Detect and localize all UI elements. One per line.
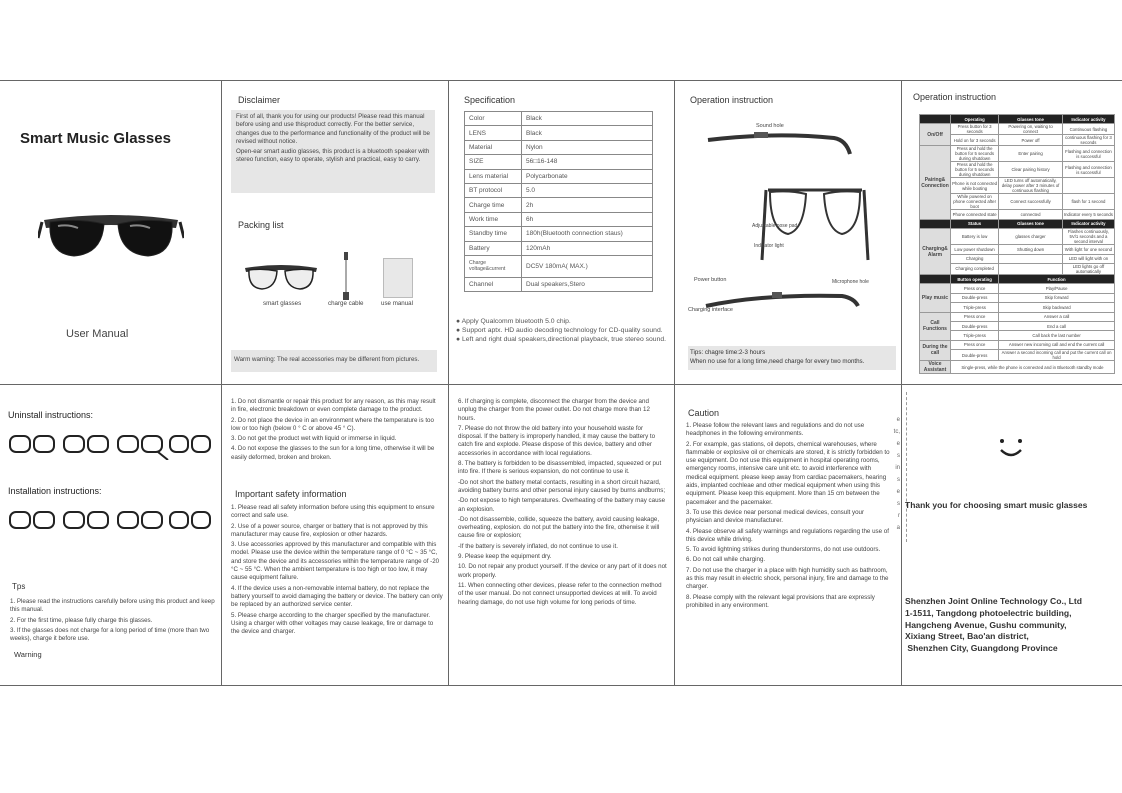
op-cell: Press once (951, 340, 999, 349)
op-cell: LED lights go off automatically (1062, 263, 1114, 274)
margin-mark: a (896, 525, 900, 531)
op-header-cell: Glasses tone (999, 219, 1063, 228)
tips-line-1: Tips: chagre time:2-3 hours (690, 349, 766, 356)
op-row (920, 340, 1115, 349)
spec-value: DC5V 180mA( MAX.) (522, 255, 653, 277)
safety2-item-9: 9. Please keep the equipment dry. (458, 553, 552, 561)
op-cell: Power off (999, 135, 1063, 146)
op-cell: While powered on phone connected after boot (951, 194, 999, 210)
caution-list (686, 422, 890, 612)
caution-heading: Caution (688, 408, 720, 418)
op-cell: Connect successfully (999, 194, 1063, 210)
op-cell (999, 254, 1063, 263)
op-header-blank (920, 115, 951, 124)
spec-value: 5.0 (522, 183, 653, 197)
op-header-cell: Indicator activity (1062, 115, 1114, 124)
label-nose-pad: Adjustable nose pad (752, 223, 798, 229)
uninstall-step-icons (8, 432, 213, 460)
margin-mark: e (896, 417, 900, 423)
packing-item-manual: use manual (381, 300, 413, 307)
safety2-item-11: 11. When connecting other devices, please refer to the connection method of the user manual. Do not connect unsupported devices at will. To avoid hearing damage, do not use high volume for long periods of time. (458, 581, 662, 606)
op-header-cell: Indicator activity (1062, 219, 1114, 228)
label-power-button: Power button (694, 277, 727, 283)
op-cell: Charging (951, 254, 999, 263)
spec-row (465, 112, 653, 126)
spec-value: 180h(Bluetooth connection staus) (522, 227, 653, 241)
spec-key: Battery (465, 241, 522, 255)
spec-row (465, 212, 653, 226)
margin-mark: e (896, 489, 900, 495)
caution-item-4: 4. Please observe all safety warnings and regulations regarding the use of this device while driving. (686, 527, 889, 543)
company-address (905, 596, 1082, 655)
spec-key: LENS (465, 126, 522, 140)
spec-table (464, 111, 653, 292)
op-cell: Shutting down (999, 245, 1063, 254)
op-header-cell: Function (999, 274, 1115, 283)
op-header-blank (920, 274, 951, 283)
op-cell: Double-press (951, 350, 999, 361)
tps-item-2: 2. For the first time, please fully charge this glasses. (10, 616, 153, 624)
spec-key: Material (465, 140, 522, 154)
disclaimer-panel (221, 80, 448, 384)
packing-item-cable: charge cable (328, 300, 364, 307)
op-cell: connected (999, 210, 1063, 219)
caution-item-2: 2. For example, gas stations, oil depots, chemical warehouses, where flammable or explosive oil or chemicals are stored, it is strictly forbidden to use equipment. Do not use this equipment in hospital operating rooms, emergency rooms, intensive care unit etc. to avoid interference with medical equipment. please keep away from cardiac pacemakers, hearing aids, implanted cochleae and other medical equipment when using this equipment. Please keep this equipment. More than 15 cm between the pacemaker and the pacemaker. (686, 440, 890, 506)
spec-row (465, 241, 653, 255)
cover-subtitle: User Manual (66, 328, 129, 340)
caution-item-6: 6. Do not call while charging. (686, 556, 766, 564)
spec-value: Black (522, 126, 653, 140)
spec-value: 120mAh (522, 241, 653, 255)
op-cell: Play/Pause (999, 284, 1115, 293)
packing-item-glasses: smart glasses (263, 300, 302, 307)
op-cell: Phone is not connected while booting (951, 178, 999, 194)
op-cell: Press once (951, 312, 999, 321)
op-cell: LED will light with on (1062, 254, 1114, 263)
spec-value: Dual speakers,Stero (522, 277, 653, 291)
op-cell: End a call (999, 321, 1115, 330)
spec-row (465, 183, 653, 197)
label-sound-hole: Sound hole (756, 123, 784, 129)
label-microphone: Microphone hole (832, 279, 869, 285)
tps-item-1: 1. Please read the instructions carefully before using this product and keep this manual. (10, 598, 215, 614)
op-cell: Clear pairing history (999, 162, 1063, 178)
operation-diagram-heading: Operation instruction (690, 95, 774, 105)
op-cell: Flashes continuously, 5V/1 seconds and a second interval (1062, 229, 1114, 245)
company-line-3: Hangcheng Avenue, Gushu community, (905, 619, 1067, 630)
cover-title: Smart Music Glasses (20, 130, 171, 147)
op-cell: Press once (951, 284, 999, 293)
op-cell (1062, 178, 1114, 194)
op-row (920, 229, 1115, 245)
op-cell: Press and hold the button for 5 seconds during shutdown (951, 162, 999, 178)
caution-item-8: 8. Please comply with the relevant legal provisions that are expressly prohibited in any environment. (686, 593, 875, 609)
op-cell: Hold on for 3 seconds (951, 135, 999, 146)
spec-row (465, 140, 653, 154)
spec-value: 56□16-148 (522, 155, 653, 169)
op-header-cell: Status (951, 219, 999, 228)
install-heading: Installation instructions: (8, 486, 102, 496)
spec-key: Standby time (465, 227, 522, 241)
op-cell: Answer new incoming call and end the current call (999, 340, 1115, 349)
operation-table-panel (901, 80, 1122, 384)
op-cell: Low power shutdown (951, 245, 999, 254)
op-section-name: Play music (920, 284, 951, 312)
op-section-name: Charging& Alarm (920, 229, 951, 275)
margin-mark: s (897, 453, 900, 459)
safety-top-list (231, 398, 441, 464)
safety-item-2: 2. Use of a power source, charger or battery that is not approved by this manufacturer may cause fire, explosion or other hazards. (231, 522, 428, 538)
disclaimer-text-box (231, 110, 435, 193)
tps-item-3: 3. If the glasses does not charge for a long period of time (more than two weeks), charge it before use. (10, 626, 210, 643)
op-cell: Triple-press (951, 331, 999, 340)
uninstall-heading: Uninstall instructions: (8, 410, 94, 420)
smile-icon (997, 436, 1025, 460)
op-cell (999, 263, 1063, 274)
operation-table-heading: Operation instruction (913, 92, 997, 102)
spec-row (465, 277, 653, 291)
install-diagrams (8, 508, 213, 536)
op-cell: Call back the last number (999, 331, 1115, 340)
margin-mark: tc, (893, 429, 900, 435)
op-row (920, 146, 1115, 162)
spec-value: Nylon (522, 140, 653, 154)
safety2-sub-4: -If the battery is severely inflated, do not continue to use it. (458, 542, 618, 550)
op-header-cell: Operating (951, 115, 999, 124)
packing-manual-icon (383, 258, 413, 298)
op-cell: Skip backward (999, 303, 1115, 312)
bottom-rule (0, 685, 1122, 686)
safety2-sub-3: -Do not disassemble, collide, squeeze the battery, avoid causing leakage, overheating, explosion. do not put the battery into the fire, otherwise it will cause fire or explosion; (458, 515, 660, 540)
safety-list (231, 504, 443, 638)
spec-value: 6h (522, 212, 653, 226)
caution-item-5: 5. To avoid lightning strikes during thunderstorms, do not use outdoors. (686, 546, 881, 554)
op-cell: LED turns off automatically, delay power after 3 minutes of continuous flashing (999, 178, 1063, 194)
caution-item-7: 7. Do not use the charger in a place with high humidity such as bathroom, as this may result in electric shock, personal injury, fire and damage to the charger. (686, 566, 889, 591)
op-row (920, 124, 1115, 135)
label-indicator: Indicator light (754, 243, 784, 249)
company-line-2: 1-1511, Tangdong photoelectric building, (905, 607, 1072, 618)
spec-key: Charge time (465, 198, 522, 212)
company-line-5: Shenzhen City, Guangdong Province (905, 643, 1058, 654)
warm-warning-box (231, 350, 437, 372)
op-cell: Single-press, while the phone is connected and in Bluetooth standby mode (951, 361, 1115, 374)
op-row (920, 312, 1115, 321)
spec-bullet-1: ● Apply Qualcomm bluetooth 5.0 chip. (456, 318, 571, 325)
disclaimer-paragraph-1: First of all, thank you for using our products! Please read this manual before using and use thisproduct correctly. For the better service, changes due to the performance and functionality of the product will be revised without notice. (236, 113, 430, 145)
spec-bullets (456, 317, 668, 344)
label-charging: Charging interface (688, 307, 733, 313)
operation-table (919, 114, 1115, 374)
operation-diagram-panel (674, 80, 901, 384)
warm-warning-text: Warm warning: The real accessories may be different from pictures. (234, 356, 420, 363)
safety2-item-10: 10. Do not repair any product yourself. If the device or any part of it does not work properly. (458, 563, 667, 579)
safety2-list (458, 398, 668, 609)
op-cell: Battery is low (951, 229, 999, 245)
op-cell: With light for one second (1062, 245, 1114, 254)
spec-key: Color (465, 112, 522, 126)
op-cell: Press button for 3 seconds (951, 124, 999, 135)
safety2-item-7: 7. Please do not throw the old battery into your household waste for disposal. If the battery is improperly handled, it may cause the battery to catch fire and explode. Please dispose of this device, battery and other accessories in accordance with local regulations. (458, 424, 656, 457)
thanks-text: Thank you for choosing smart music glasses (905, 500, 1088, 510)
margin-mark: r (898, 513, 900, 519)
spec-value: Black (522, 112, 653, 126)
op-cell: glasses charger (999, 229, 1063, 245)
spec-key: SIZE (465, 155, 522, 169)
safety-item-1: 1. Please read all safety information before using this equipment to ensure correct and safe use. (231, 504, 435, 520)
margin-mark: s (897, 477, 900, 483)
safety-item-4: 4. If the device uses a non-removable internal battery, do not replace the battery yourself to avoid damaging the battery or device. The battery can only be replaced by an authorized service center. (231, 584, 443, 609)
op-cell: Press and hold the button for 5 seconds during shutdown (951, 146, 999, 162)
op-cell: continuous flashing for 3 seconds (1062, 135, 1114, 146)
company-line-4: Xixiang Street, Bao'an district, (905, 631, 1029, 642)
disclaimer-heading: Disclaimer (238, 95, 281, 105)
op-cell: Charging completed (951, 263, 999, 274)
warning-heading: Warning (14, 650, 42, 659)
op-cell: flash for 1 second (1062, 194, 1114, 210)
spec-key: Lens material (465, 169, 522, 183)
spec-bullet-2: ● Support aptx. HD audio decoding technology for CD-quality sound. (456, 327, 663, 334)
safety2-sub-1: -Do not short the battery metal contacts, resulting in a short circuit hazard, avoiding battery burns and other personal injury caused by burns andburns; (458, 478, 666, 494)
disclaimer-paragraph-2: Open-ear smart audio glasses, this product is a bluetooth speaker with stereo function, easy to operate, stylish and practical, easy to carry. (236, 148, 430, 164)
safety2-item-8: 8. The battery is forbidden to be disassembled, impacted, squeezed or put into fire. If there is serious expansion, do not continue to use it. (458, 460, 662, 476)
op-cell: Continuous flashing (1062, 124, 1114, 135)
margin-mark: s (897, 501, 900, 507)
op-header-cell: Glasses tone (999, 115, 1063, 124)
op-header-row (920, 219, 1115, 228)
op-cell: Double-press (951, 321, 999, 330)
op-cell: Skip forward (999, 293, 1115, 302)
specification-panel (448, 80, 674, 384)
safety-item-5: 5. Please charge according to the charger specified by the manufacturer. Using a charger with other voltages may cause leakage, fire or damage to the device and charger. (231, 611, 434, 636)
glasses-side-view-top (704, 123, 854, 160)
op-row (920, 361, 1115, 374)
spec-row (465, 227, 653, 241)
op-header-cell: Button operating (951, 274, 999, 283)
caution-item-3: 3. To use this device near personal medical devices, consult your physician and device manufacturer. (686, 508, 865, 525)
caution-panel (674, 384, 901, 685)
op-row (920, 284, 1115, 293)
spec-row (465, 169, 653, 183)
specification-heading: Specification (464, 95, 516, 105)
op-cell: Powering on, waiting to connect (999, 124, 1063, 135)
safety-top-item-1: 1. Do not dismantle or repair this product for any reason, as this may result in fire, electronic breakdown or even complete damage to the product. (231, 398, 436, 414)
op-section-name: Pairing& Connection (920, 146, 951, 219)
tips-box (688, 346, 896, 370)
op-header-blank (920, 219, 951, 228)
op-cell: Triple-press (951, 303, 999, 312)
uninstall-diagrams (8, 432, 213, 460)
op-section-name: During the call (920, 340, 951, 360)
op-header-row (920, 115, 1115, 124)
safety-heading: Important safety information (235, 489, 347, 499)
safety-top-item-4: 4. Do not expose the glasses to the sun for a long time, otherwise it will be easily deformed, broken and broken. (231, 445, 435, 461)
op-cell: Answer a call (999, 312, 1115, 321)
spec-value: Polycarbonate (522, 169, 653, 183)
caution-item-1: 1. Please follow the relevant laws and regulations and do not use headphones in the following environments. (686, 422, 865, 438)
spec-value: 2h (522, 198, 653, 212)
caution-margin-marks (884, 414, 900, 534)
cover-panel (0, 80, 221, 384)
op-header-row (920, 274, 1115, 283)
spec-key: BT protocol (465, 183, 522, 197)
tps-heading: Tps (12, 582, 26, 591)
packing-cable-icon (339, 252, 353, 300)
install-panel (0, 384, 221, 685)
margin-mark: in (895, 465, 900, 471)
spec-bullet-3: ● Left and right dual speakers,directional playback, true stereo sound. (456, 336, 667, 343)
safety-panel-1 (221, 384, 448, 685)
tips-line-2: When no use for a long time,need charge for every two months. (690, 358, 865, 365)
spec-row (465, 155, 653, 169)
safety-top-item-3: 3. Do not get the product wet with liquid or immerse in liquid. (231, 435, 397, 443)
packing-glasses-icon (243, 262, 319, 292)
safety-panel-2 (448, 384, 674, 685)
cut-line (906, 392, 907, 542)
safety2-sub-2: -Do not expose to high temperatures. Overheating of the battery may cause an explosion. (458, 497, 666, 513)
op-cell: Flashing and connection is successful (1062, 162, 1114, 178)
install-step-icons (8, 508, 213, 536)
spec-key: Channel (465, 277, 522, 291)
safety-top-item-2: 2. Do not place the device in an environment where the temperature is too low or too high (below 0 ° C or above 45 ° C). (231, 416, 434, 432)
spec-key: Charge voltage&current (465, 255, 522, 277)
op-section-name: Voice Assistant (920, 361, 951, 374)
packing-list-heading: Packing list (238, 220, 284, 230)
tps-list (10, 598, 215, 645)
op-cell: Answer a second incoming call and put the current call on hold (999, 350, 1115, 361)
op-section-name: Call Functions (920, 312, 951, 340)
safety2-item-6: 6. If charging is complete, disconnect the charger from the device and unplug the charger from the power outlet. Do not charge more than 12 hours. (458, 398, 650, 422)
op-cell: Flashing and connection is successful (1062, 146, 1114, 162)
company-line-1: Shenzhen Joint Online Technology Co., Ltd (905, 596, 1082, 606)
op-cell: Enter pairing (999, 146, 1063, 162)
op-cell: Double-press (951, 293, 999, 302)
spec-row (465, 255, 653, 277)
spec-row (465, 126, 653, 140)
safety-item-3: 3. Use accessories approved by this manufacturer and compatible with this model. Please use the device within the temperature range of 0 °C ~ 35 °C, and store the device and its accessories within the temperature range of -20 °C ~ 55 °C. When the ambient temperature is too high or too low, it may cause equipment failure. (231, 541, 440, 582)
cover-glasses-illustration (38, 208, 184, 264)
op-cell: Phone connected state (951, 210, 999, 219)
margin-mark: e (896, 441, 900, 447)
spec-row (465, 198, 653, 212)
op-section-name: On/Off (920, 124, 951, 146)
spec-key: Work time (465, 212, 522, 226)
op-cell: Indicator every 5 seconds (1062, 210, 1114, 219)
back-panel (901, 384, 1122, 685)
